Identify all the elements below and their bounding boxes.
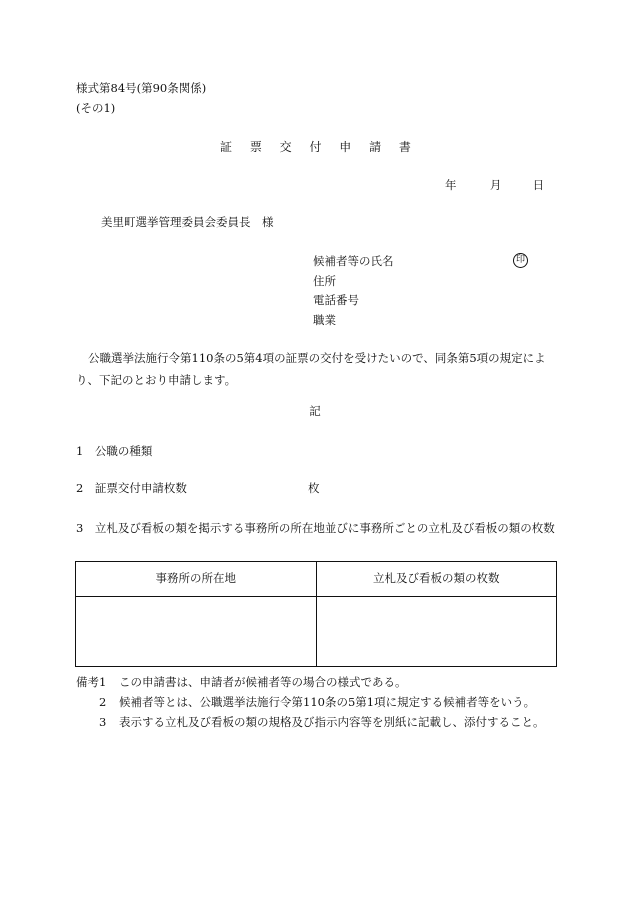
applicant-occupation-label: 職業 — [313, 312, 336, 327]
note-2-number: 2 — [99, 695, 107, 709]
request-body: 公職選挙法施行令第110条の5第4項の証票の交付を受けたいので、同条第5項の規定により、下記のとおり申請します。 — [76, 351, 546, 387]
form-part: (その1) — [76, 101, 116, 115]
note-1 — [76, 677, 407, 689]
note-2-text: 候補者等とは、公職選挙法施行令第110条の5第1項に規定する候補者等をいう。 — [119, 695, 536, 709]
applicant-name-label: 候補者等の氏名 — [313, 254, 394, 268]
note-1-number: 1 — [99, 675, 107, 689]
note-3 — [99, 717, 545, 729]
cell-office-location[interactable] — [76, 597, 317, 667]
date-year: 年 — [445, 178, 457, 192]
seal-mark: 印 — [513, 253, 528, 268]
addressee: 美里町選挙管理委員会委員長 様 — [101, 215, 274, 229]
cell-sign-count[interactable] — [316, 597, 557, 667]
ki-heading: 記 — [309, 404, 321, 418]
document-title: 証 票 交 付 申 請 書 — [220, 140, 418, 154]
applicant-address-label: 住所 — [313, 273, 336, 288]
item-count-unit: 枚 — [308, 481, 320, 495]
item-offices: 3 立札及び看板の類を掲示する事務所の所在地並びに事務所ごとの立札及び看板の類の枚数 — [76, 521, 555, 535]
header-office-location: 事務所の所在地 — [76, 562, 317, 597]
date-day: 日 — [532, 178, 545, 192]
item-office-type: 1 公職の種類 — [76, 444, 153, 458]
applicant-phone-label: 電話番号 — [313, 293, 359, 307]
note-1-text: この申請書は、申請者が候補者等の場合の様式である。 — [119, 675, 407, 689]
offices-table — [75, 561, 557, 667]
date-month: 月 — [489, 178, 502, 192]
header-sign-count: 立札及び看板の類の枚数 — [316, 562, 557, 597]
date-line — [445, 180, 544, 192]
notes-heading: 備考 — [76, 675, 99, 689]
applicant-block — [313, 256, 394, 334]
table-header-row — [76, 562, 557, 597]
table-row — [76, 597, 557, 667]
form-number: 様式第84号(第90条関係) — [76, 81, 207, 95]
note-3-text: 表示する立札及び看板の類の規格及び指示内容等を別紙に記載し、添付すること。 — [119, 715, 545, 729]
note-2 — [99, 697, 535, 709]
item-count: 2 証票交付申請枚数 — [76, 481, 187, 495]
note-3-number: 3 — [99, 715, 107, 729]
